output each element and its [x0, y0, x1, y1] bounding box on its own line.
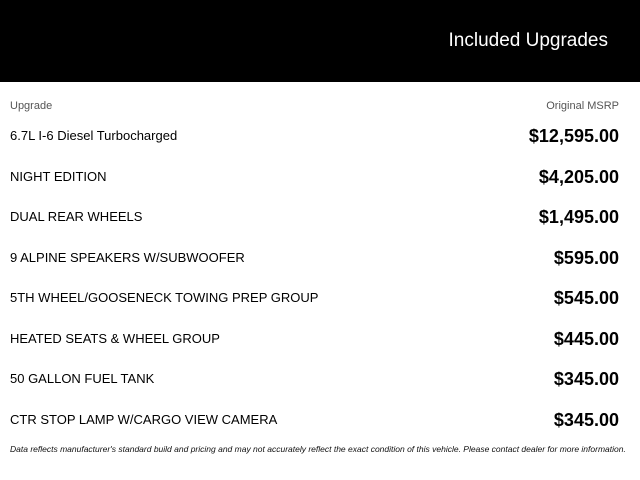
- upgrade-price: $12,595.00: [528, 126, 619, 146]
- upgrade-price: $345.00: [553, 409, 619, 430]
- column-header-upgrade: Upgrade: [10, 100, 53, 112]
- table-row: [0, 319, 640, 359]
- upgrade-price: $345.00: [553, 369, 619, 389]
- column-header-msrp: Original MSRP: [546, 100, 619, 112]
- upgrade-name: 6.7L I-6 Diesel Turbocharged: [10, 128, 178, 143]
- table-row: [0, 116, 640, 156]
- table-row: [0, 278, 640, 318]
- upgrade-name: CTR STOP LAMP W/CARGO VIEW CAMERA: [10, 411, 278, 427]
- table-row: [0, 400, 640, 440]
- upgrade-price: $595.00: [553, 247, 619, 268]
- page-title: Included Upgrades: [448, 30, 608, 51]
- upgrade-name: HEATED SEATS & WHEEL GROUP: [10, 330, 220, 346]
- table-row: [0, 238, 640, 278]
- upgrade-price: $445.00: [553, 328, 619, 349]
- table-row: [0, 157, 640, 197]
- upgrade-price: $1,495.00: [538, 207, 619, 227]
- table-row: [0, 359, 640, 399]
- upgrade-price: $545.00: [553, 288, 619, 308]
- upgrade-name: 50 GALLON FUEL TANK: [10, 371, 155, 386]
- upgrade-name: NIGHT EDITION: [10, 168, 107, 184]
- upgrade-name: 5TH WHEEL/GOOSENECK TOWING PREP GROUP: [10, 290, 319, 305]
- disclaimer-text: Data reflects manufacturer's standard build and pricing and may not accurately reflect the exact condition of this vehicle. Please contact dealer for more information.: [10, 444, 626, 454]
- upgrade-name: DUAL REAR WHEELS: [10, 209, 143, 224]
- upgrade-price: $4,205.00: [538, 166, 619, 187]
- upgrade-name: 9 ALPINE SPEAKERS W/SUBWOOFER: [10, 249, 245, 265]
- header-bar: [0, 0, 640, 82]
- table-row: [0, 197, 640, 237]
